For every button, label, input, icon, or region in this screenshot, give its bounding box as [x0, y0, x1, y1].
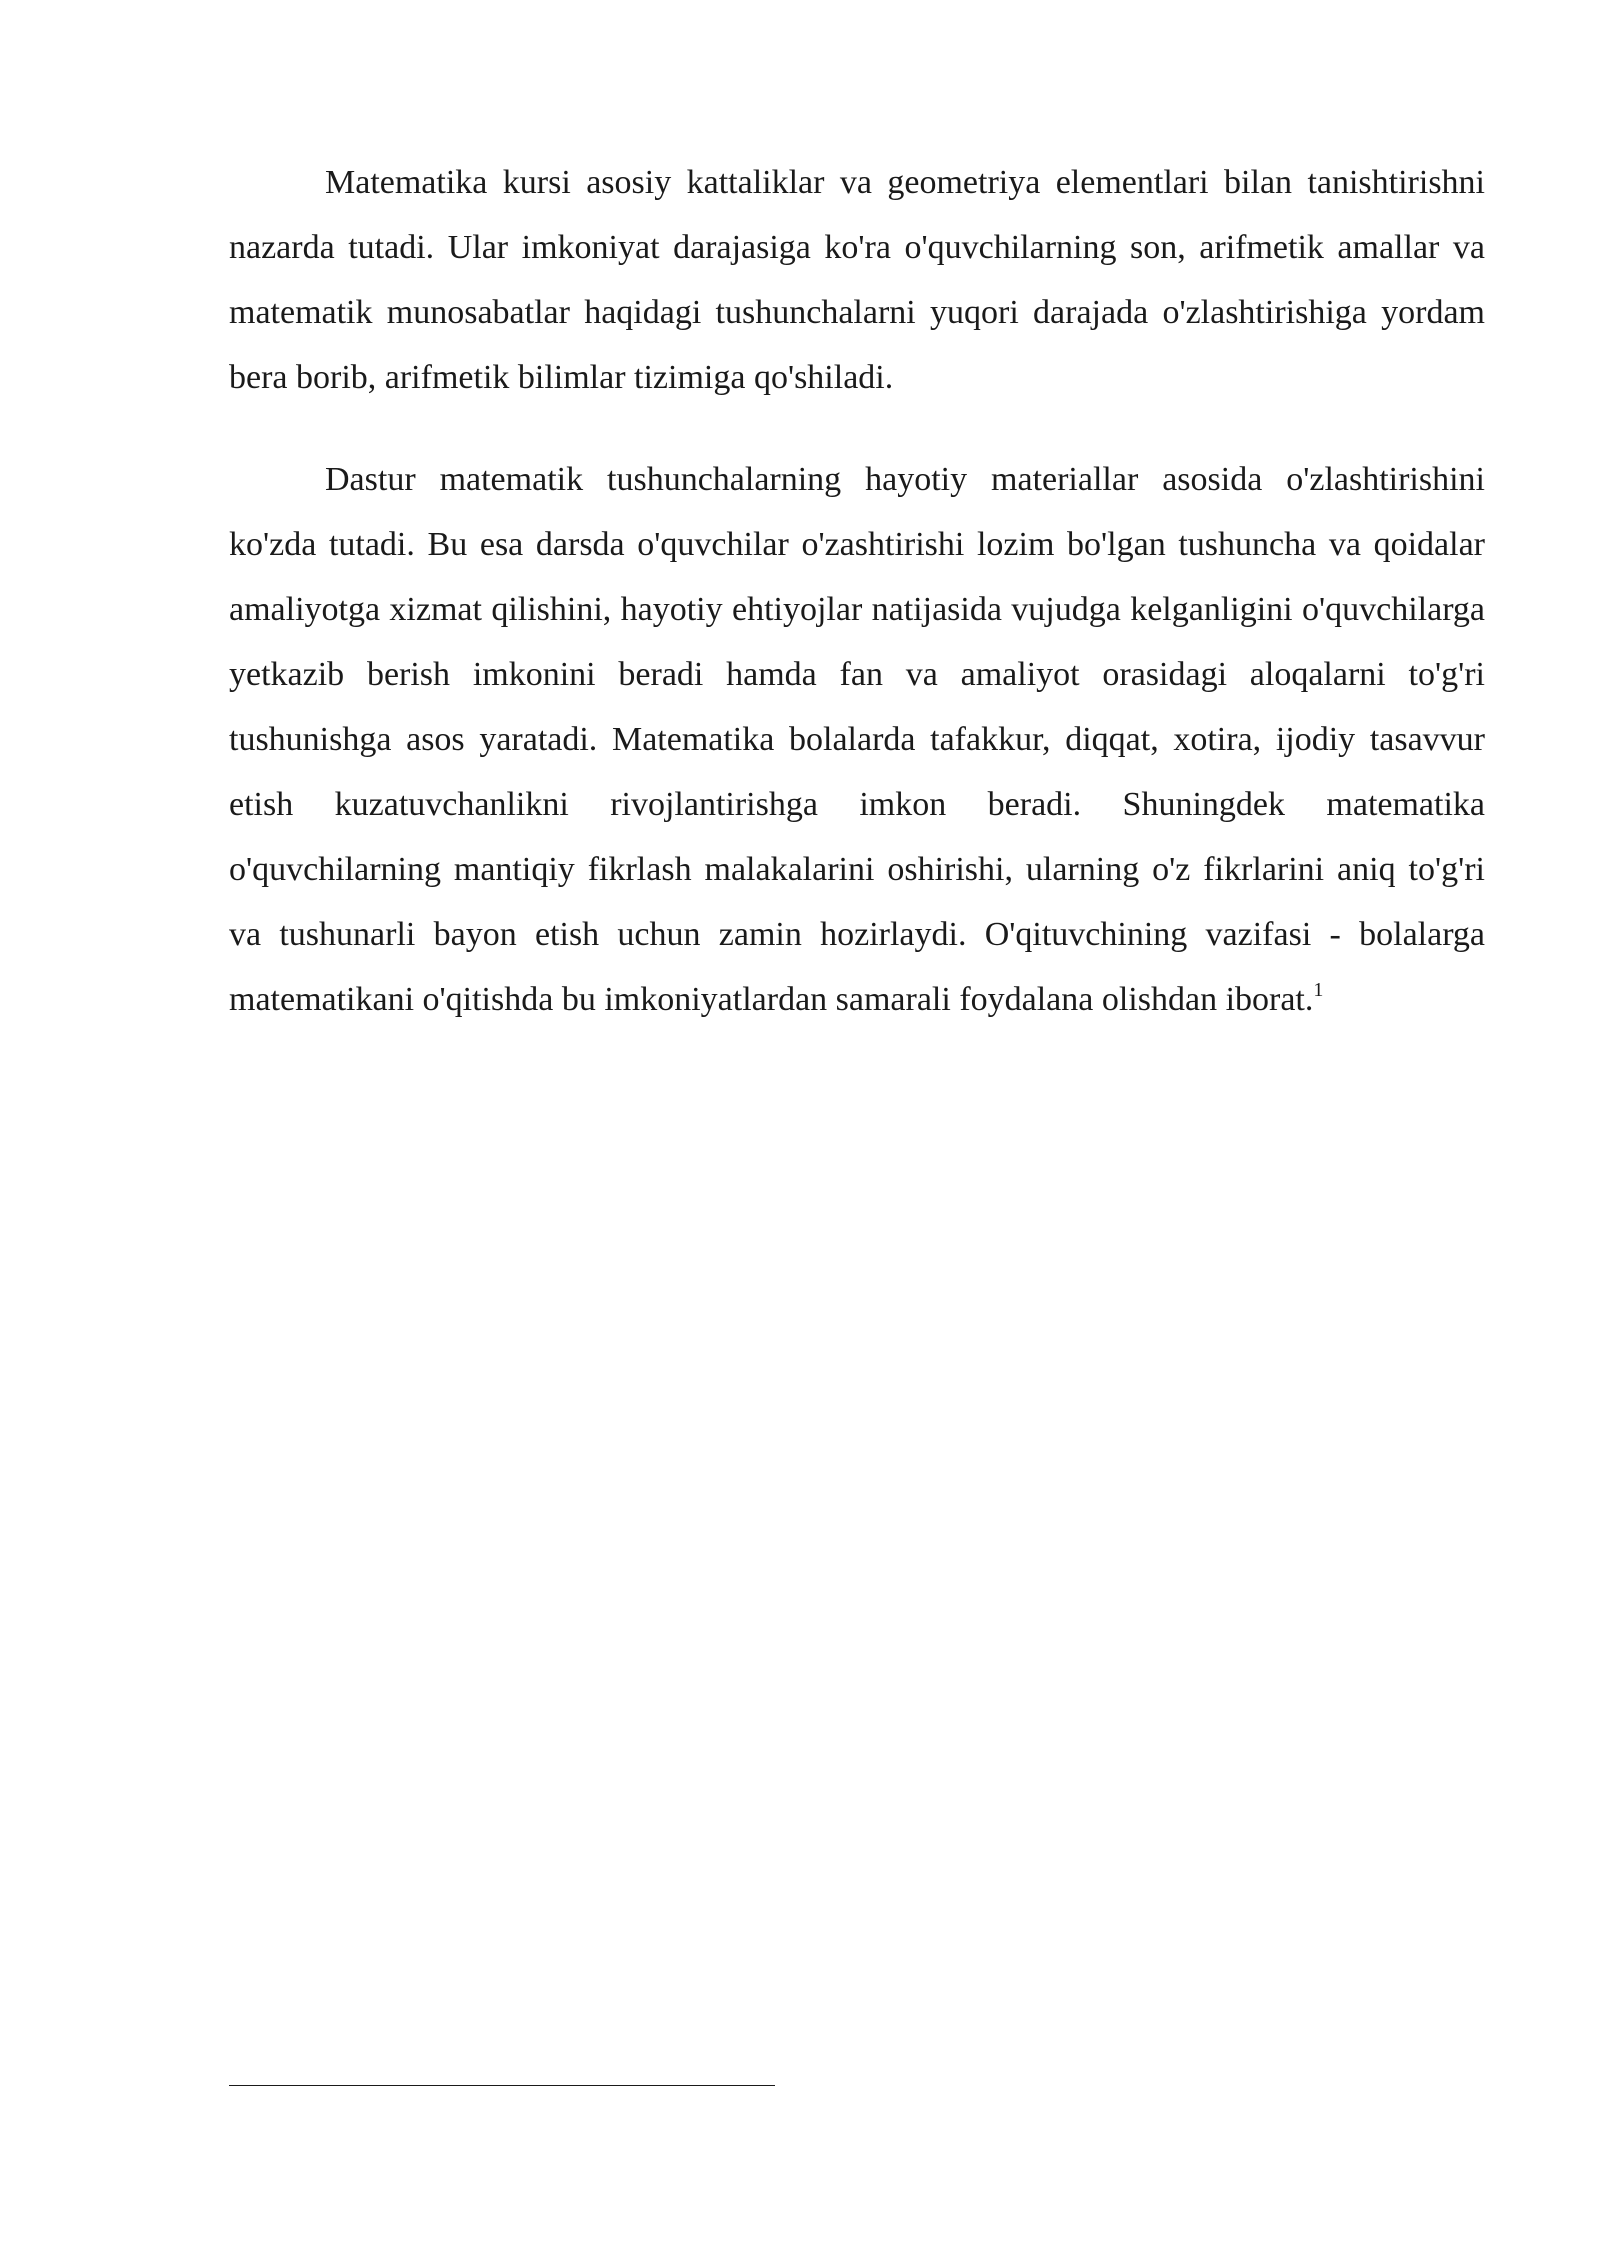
paragraph-1 [229, 150, 1485, 410]
footnote-reference[interactable]: 1 [1313, 978, 1324, 1001]
paragraph-2-text: Dastur matematik tushunchalarning hayotiy materiallar asosida o'zlashtirishini ko'zda tutadi. Bu esa darsda o'quvchilar o'zashtirishi lozim bo'lgan tushuncha va qoidalar amaliyotga xizmat qilishini, hayotiy ehtiyojlar natijasida vujudga kelganligini o'quvchilarga yetkazib berish imkonini beradi hamda fan va amaliyot orasidagi aloqalarni to'g'ri tushunishga asos yaratadi. Matematika bolalarda tafakkur, diqqat, xotira, ijodiy tasavvur etish kuzatuvchanlikni rivojlantirishga imkon beradi. Shuningdek matematika o'quvchilarning mantiqiy fikrlash malakalarini oshirishi, ularning o'z fikrlarini aniq to'g'ri va tushunarli bayon etish uchun zamin hozirlaydi. O'qituvchining vazifasi - bolalarga matematikani o'qitishda bu imkoniyatlardan samarali foydalana olishdan iborat. [229, 461, 1485, 1018]
footnote-separator [229, 2085, 775, 2086]
document-body [229, 150, 1485, 1032]
paragraph-2 [229, 447, 1485, 1032]
paragraph-1-text: Matematika kursi asosiy kattaliklar va geometriya elementlari bilan tanishtirishni nazarda tutadi. Ular imkoniyat darajasiga ko'ra o'quvchilarning son, arifmetik amallar va matematik munosabatlar haqidagi tushunchalarni yuqori darajada o'zlashtirishiga yordam bera borib, arifmetik bilimlar tizimiga qo'shiladi. [229, 164, 1485, 396]
